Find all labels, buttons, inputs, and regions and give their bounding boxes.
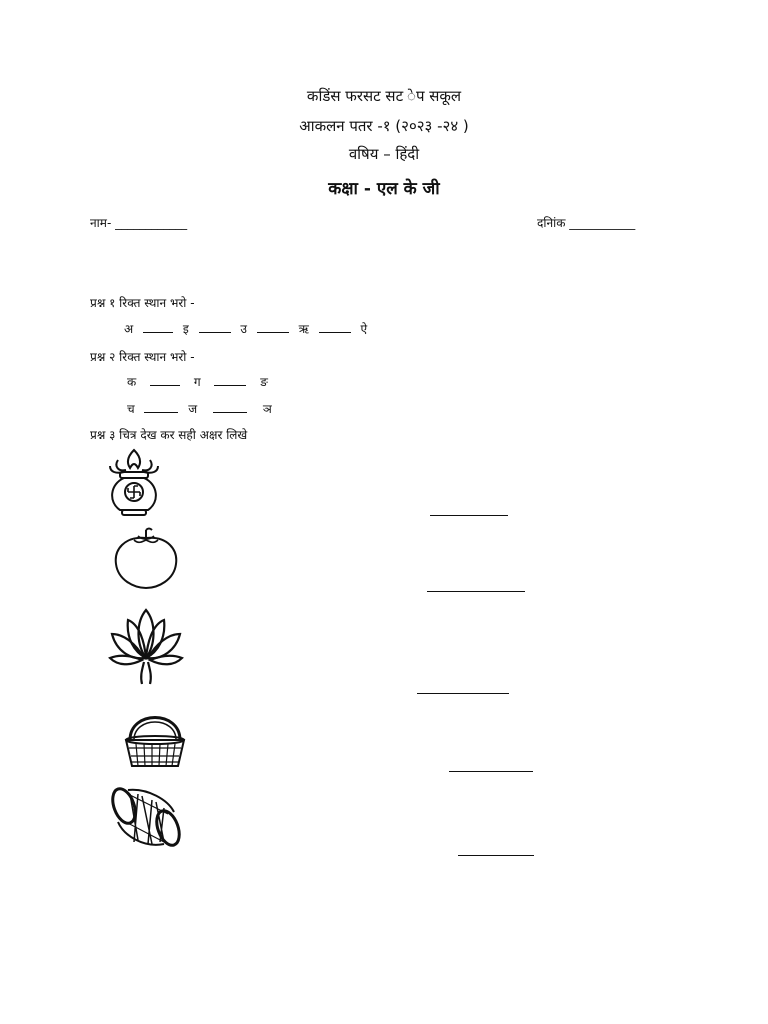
q2-letter-ka: क: [127, 375, 137, 389]
q2-blank-1[interactable]: [150, 375, 180, 386]
q1-letter-ri: ऋ: [298, 322, 309, 336]
q3-title: प्रश्न ३ चित्र देख कर सही अक्षर लिखे: [90, 428, 248, 442]
q1-row: [124, 320, 367, 337]
q3-answer-line-1[interactable]: [430, 515, 508, 516]
class-title: कक्षा - एल के जी: [328, 179, 440, 199]
q2-letter-cha: च: [127, 402, 135, 416]
q2-blank-3[interactable]: [144, 402, 178, 413]
q1-letter-i: इ: [182, 322, 189, 336]
q1-blank-3[interactable]: [257, 322, 289, 333]
lotus-icon: [104, 604, 188, 686]
tomato-icon: [110, 526, 182, 590]
basket-icon: [120, 706, 190, 770]
q2-letter-ja: ज: [188, 402, 198, 416]
name-field[interactable]: नाम- ____________: [90, 216, 188, 230]
date-field[interactable]: दनिांक ___________: [537, 216, 636, 230]
q3-answer-line-3[interactable]: [417, 693, 509, 694]
school-name: कडिंस फरसट सट ेप सकूल: [306, 87, 462, 105]
q1-letter-ai: ऐ: [360, 322, 368, 336]
q1-title: प्रश्न १ रिक्त स्थान भरो -: [90, 296, 195, 310]
q2-letter-nya: ञ: [262, 402, 272, 416]
q2-blank-4[interactable]: [213, 402, 247, 413]
q2-row-1: [127, 373, 268, 390]
q1-letter-u: उ: [240, 322, 247, 336]
subject-title: वषिय – हिंदी: [348, 145, 420, 163]
q1-letter-a: अ: [124, 322, 134, 336]
kalash-icon: [104, 446, 164, 518]
q1-blank-1[interactable]: [143, 322, 173, 333]
drum-icon: [108, 784, 184, 850]
q2-letter-nga: ङ: [260, 375, 268, 389]
q3-answer-line-5[interactable]: [458, 855, 534, 856]
q2-blank-2[interactable]: [214, 375, 246, 386]
q2-row-2: [127, 400, 272, 417]
q3-answer-line-2[interactable]: [427, 591, 525, 592]
exam-title: आकलन पतर -१ (२०२३ -२४ ): [299, 117, 469, 135]
q1-blank-2[interactable]: [199, 322, 231, 333]
q2-title: प्रश्न २ रिक्त स्थान भरो -: [90, 350, 195, 364]
q2-letter-ga: ग: [193, 375, 201, 389]
q1-blank-4[interactable]: [319, 322, 351, 333]
q3-answer-line-4[interactable]: [449, 771, 533, 772]
